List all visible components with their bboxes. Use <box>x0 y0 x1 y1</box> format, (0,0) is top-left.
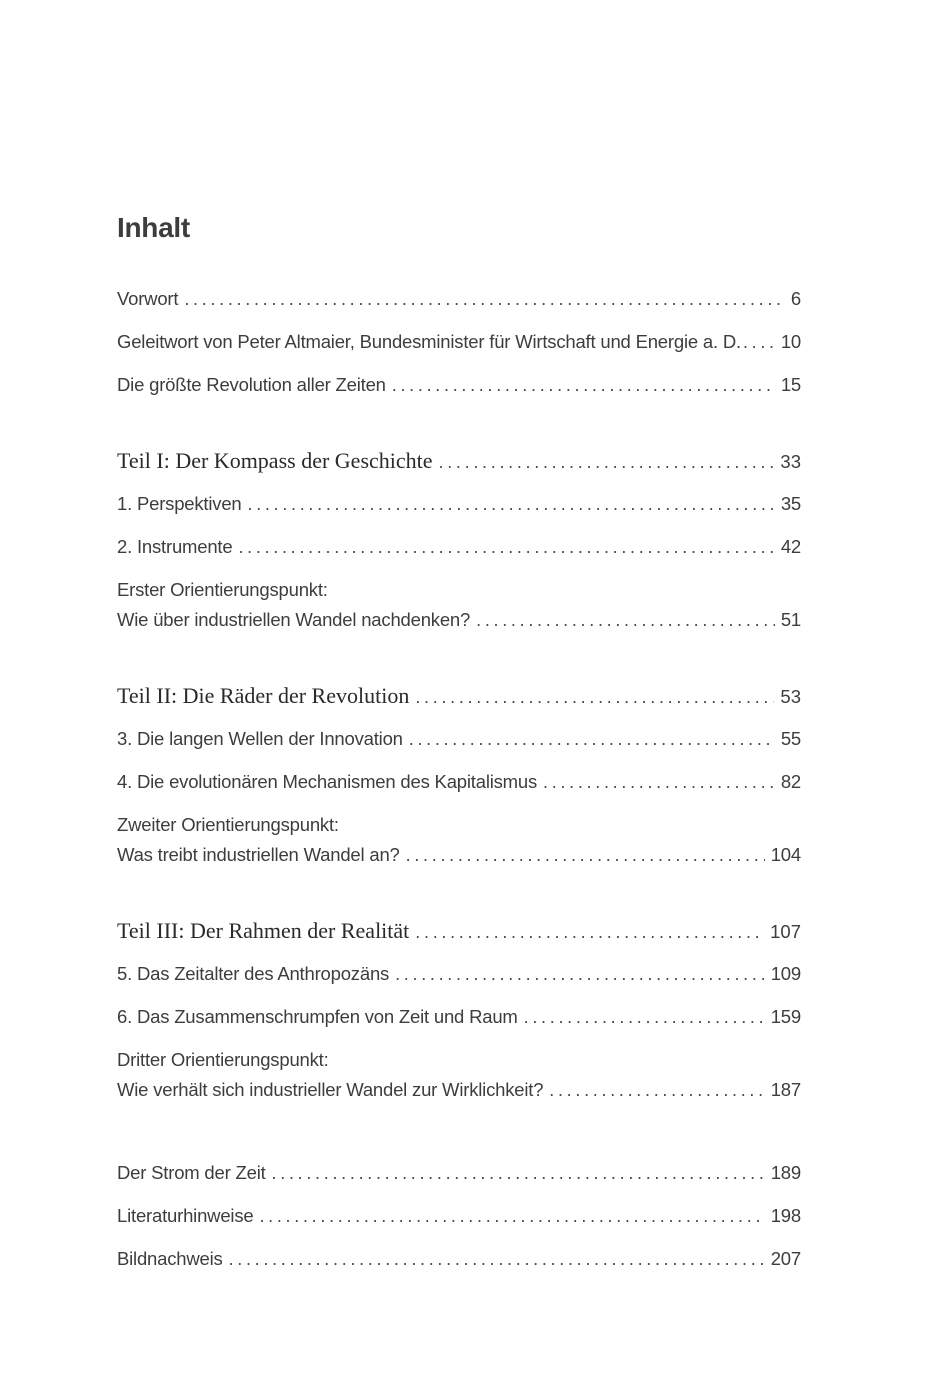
toc-entry-page: 55 <box>780 728 801 749</box>
toc-entry-orientation-1[interactable] <box>117 605 801 635</box>
dot-leader <box>259 1201 764 1231</box>
toc-entry-chapter-4[interactable] <box>117 767 801 797</box>
toc-entry-page: 51 <box>780 609 801 630</box>
dot-leader <box>439 447 775 476</box>
toc-entry-label: Vorwort <box>117 288 179 309</box>
toc-entry-orientation-2-heading: Zweiter Orientierungspunkt: <box>117 814 339 835</box>
toc-part-3[interactable] <box>117 916 801 946</box>
toc-entry-label: 5. Das Zeitalter des Anthropozäns <box>117 963 390 984</box>
toc-entry-page: 35 <box>780 493 801 514</box>
toc-entry-page: 53 <box>780 686 801 707</box>
dot-leader <box>395 959 765 989</box>
toc-entry-label: Was treibt industriellen Wandel an? <box>117 844 400 865</box>
toc-part-2[interactable] <box>117 681 801 711</box>
toc-entry-page: 10 <box>780 331 801 352</box>
dot-leader <box>229 1244 765 1274</box>
dot-leader <box>549 1075 764 1105</box>
toc-entry-orientation-3[interactable] <box>117 1075 801 1105</box>
toc-entry-chapter-2[interactable] <box>117 532 801 562</box>
toc-entry-chapter-5[interactable] <box>117 959 801 989</box>
toc-entry-orientation-2[interactable] <box>117 840 801 870</box>
dot-leader <box>238 532 774 562</box>
toc-entry-page: 198 <box>770 1205 801 1226</box>
dot-leader <box>415 917 764 946</box>
toc-entry-page: 109 <box>770 963 801 984</box>
toc-entry-label: 4. Die evolutionären Mechanismen des Kapitalismus <box>117 771 538 792</box>
toc-entry-bildnachweis[interactable] <box>117 1244 801 1274</box>
toc-entry-chapter-1[interactable] <box>117 489 801 519</box>
dot-leader <box>272 1158 765 1188</box>
toc-entry-label: 3. Die langen Wellen der Innovation <box>117 728 403 749</box>
dot-leader <box>543 767 775 797</box>
dot-leader <box>524 1002 765 1032</box>
toc-entry-label: Geleitwort von Peter Altmaier, Bundesminister für Wirtschaft und Energie a. D. <box>117 331 741 352</box>
toc-entry-label: 2. Instrumente <box>117 536 233 557</box>
toc-entry-label: Der Strom der Zeit <box>117 1162 266 1183</box>
toc-entry-page: 82 <box>780 771 801 792</box>
toc-entry-page: 15 <box>780 374 801 395</box>
toc-entry-strom[interactable] <box>117 1158 801 1188</box>
toc-part-label: Teil II: Die Räder der Revolution <box>117 683 410 708</box>
toc-entry-label: Wie über industriellen Wandel nachdenken? <box>117 609 471 630</box>
toc-entry-orientation-3-heading: Dritter Orientierungspunkt: <box>117 1049 329 1070</box>
toc-part-1[interactable] <box>117 446 801 476</box>
toc-entry-page: 207 <box>770 1248 801 1269</box>
dot-leader <box>248 489 775 519</box>
toc-entry-page: 187 <box>770 1079 801 1100</box>
toc-entry-label: 1. Perspektiven <box>117 493 242 514</box>
toc-entry-label: Wie verhält sich industrieller Wandel zur Wirklichkeit? <box>117 1079 544 1100</box>
toc-entry-page: 33 <box>780 451 801 472</box>
toc-entry-label: Bildnachweis <box>117 1248 223 1269</box>
toc-part-label: Teil I: Der Kompass der Geschichte <box>117 448 433 473</box>
toc-entry-page: 6 <box>790 288 801 309</box>
toc-entry-label: Literaturhinweise <box>117 1205 254 1226</box>
toc-entry-page: 159 <box>770 1006 801 1027</box>
toc-entry-label: 6. Das Zusammenschrumpfen von Zeit und Raum <box>117 1006 518 1027</box>
dot-leader <box>392 370 775 400</box>
dot-leader <box>476 605 775 635</box>
dot-leader <box>415 682 774 711</box>
toc-entry-page: 42 <box>780 536 801 557</box>
dot-leader <box>184 284 785 314</box>
toc-title: Inhalt <box>117 212 190 243</box>
toc-entry-geleitwort[interactable] <box>117 327 801 357</box>
toc-entry-literatur[interactable] <box>117 1201 801 1231</box>
toc-entry-chapter-6[interactable] <box>117 1002 801 1032</box>
dot-leader <box>406 840 765 870</box>
toc-entry-page: 107 <box>770 921 801 942</box>
toc-entry-revolution[interactable] <box>117 370 801 400</box>
dot-leader <box>743 327 775 357</box>
toc-entry-page: 104 <box>770 844 801 865</box>
toc-entry-orientation-1-heading: Erster Orientierungspunkt: <box>117 579 328 600</box>
toc-part-label: Teil III: Der Rahmen der Realität <box>117 918 410 943</box>
toc-entry-vorwort[interactable] <box>117 284 801 314</box>
toc-entry-chapter-3[interactable] <box>117 724 801 754</box>
dot-leader <box>409 724 775 754</box>
toc-entry-page: 189 <box>770 1162 801 1183</box>
toc-entry-label: Die größte Revolution aller Zeiten <box>117 374 386 395</box>
